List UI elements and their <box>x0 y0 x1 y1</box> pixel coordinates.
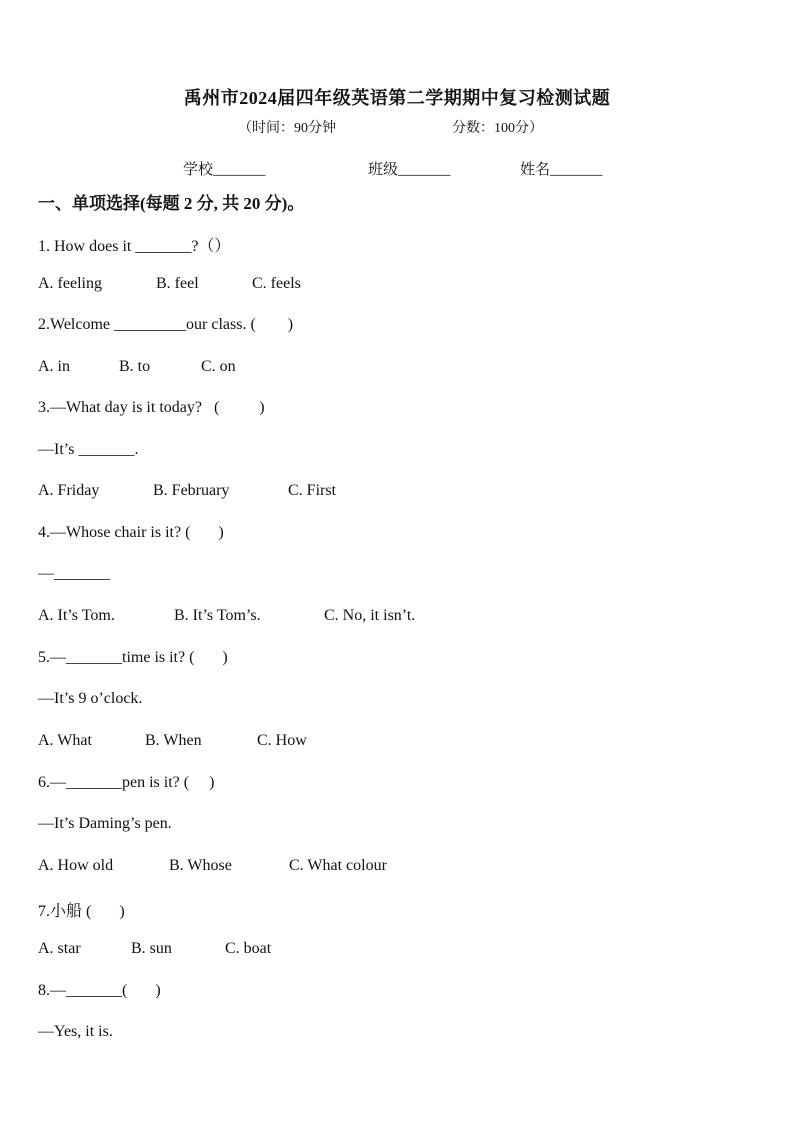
class-field: 班级_______ <box>368 162 451 178</box>
question-2-option-c: C. on <box>201 358 236 375</box>
question-3-answer-line: —It’s _______. <box>38 441 139 458</box>
question-3-option-a: A. Friday <box>38 482 100 499</box>
question-6-option-b: B. Whose <box>169 857 232 874</box>
question-5-option-c: C. How <box>257 732 307 749</box>
question-6-stem: 6.—_______pen is it? ( ) <box>38 774 215 791</box>
question-7-option-c: C. boat <box>225 940 272 957</box>
question-4-option-b: B. It’s Tom’s. <box>174 607 261 624</box>
question-4-answer-line: —_______ <box>38 565 110 582</box>
question-4-option-c: C. No, it isn’t. <box>324 607 416 624</box>
question-7-stem: 7.小船 ( ) <box>38 903 125 920</box>
section-heading: 一、单项选择(每题 2 分, 共 20 分)。 <box>38 194 305 213</box>
question-4-stem: 4.—Whose chair is it? ( ) <box>38 524 224 541</box>
question-3-option-b: B. February <box>153 482 230 499</box>
question-6-option-c: C. What colour <box>289 857 387 874</box>
question-8-stem: 8.—_______( ) <box>38 982 161 999</box>
question-1-stem: 1. How does it _______?（） <box>38 238 231 255</box>
school-field: 学校_______ <box>183 162 266 178</box>
question-3-stem: 3.—What day is it today? ( ) <box>38 399 265 416</box>
question-2-option-a: A. in <box>38 358 70 375</box>
question-7-option-a: A. star <box>38 940 81 957</box>
question-6-option-a: A. How old <box>38 857 114 874</box>
question-6-answer-line: —It’s Daming’s pen. <box>38 815 172 832</box>
question-3-option-c: C. First <box>288 482 337 499</box>
exam-time: （时间：90分钟 <box>238 121 336 136</box>
question-2-option-b: B. to <box>119 358 151 375</box>
question-7-option-b: B. sun <box>131 940 172 957</box>
question-5-stem: 5.—_______time is it? ( ) <box>38 649 228 666</box>
question-8-answer-line: —Yes, it is. <box>38 1023 113 1040</box>
question-5-option-a: A. What <box>38 732 92 749</box>
question-1-option-b: B. feel <box>156 275 199 292</box>
question-5-answer-line: —It’s 9 o’clock. <box>38 690 143 707</box>
question-5-option-b: B. When <box>145 732 202 749</box>
name-field: 姓名_______ <box>520 162 603 178</box>
question-2-stem: 2.Welcome _________our class. ( ) <box>38 316 294 333</box>
question-1-option-c: C. feels <box>252 275 301 292</box>
question-1-option-a: A. feeling <box>38 275 102 292</box>
question-4-option-a: A. It’s Tom. <box>38 607 115 624</box>
exam-score: 分数：100分） <box>452 121 543 136</box>
page-title: 禹州市2024届四年级英语第二学期期中复习检测试题 <box>183 88 611 108</box>
